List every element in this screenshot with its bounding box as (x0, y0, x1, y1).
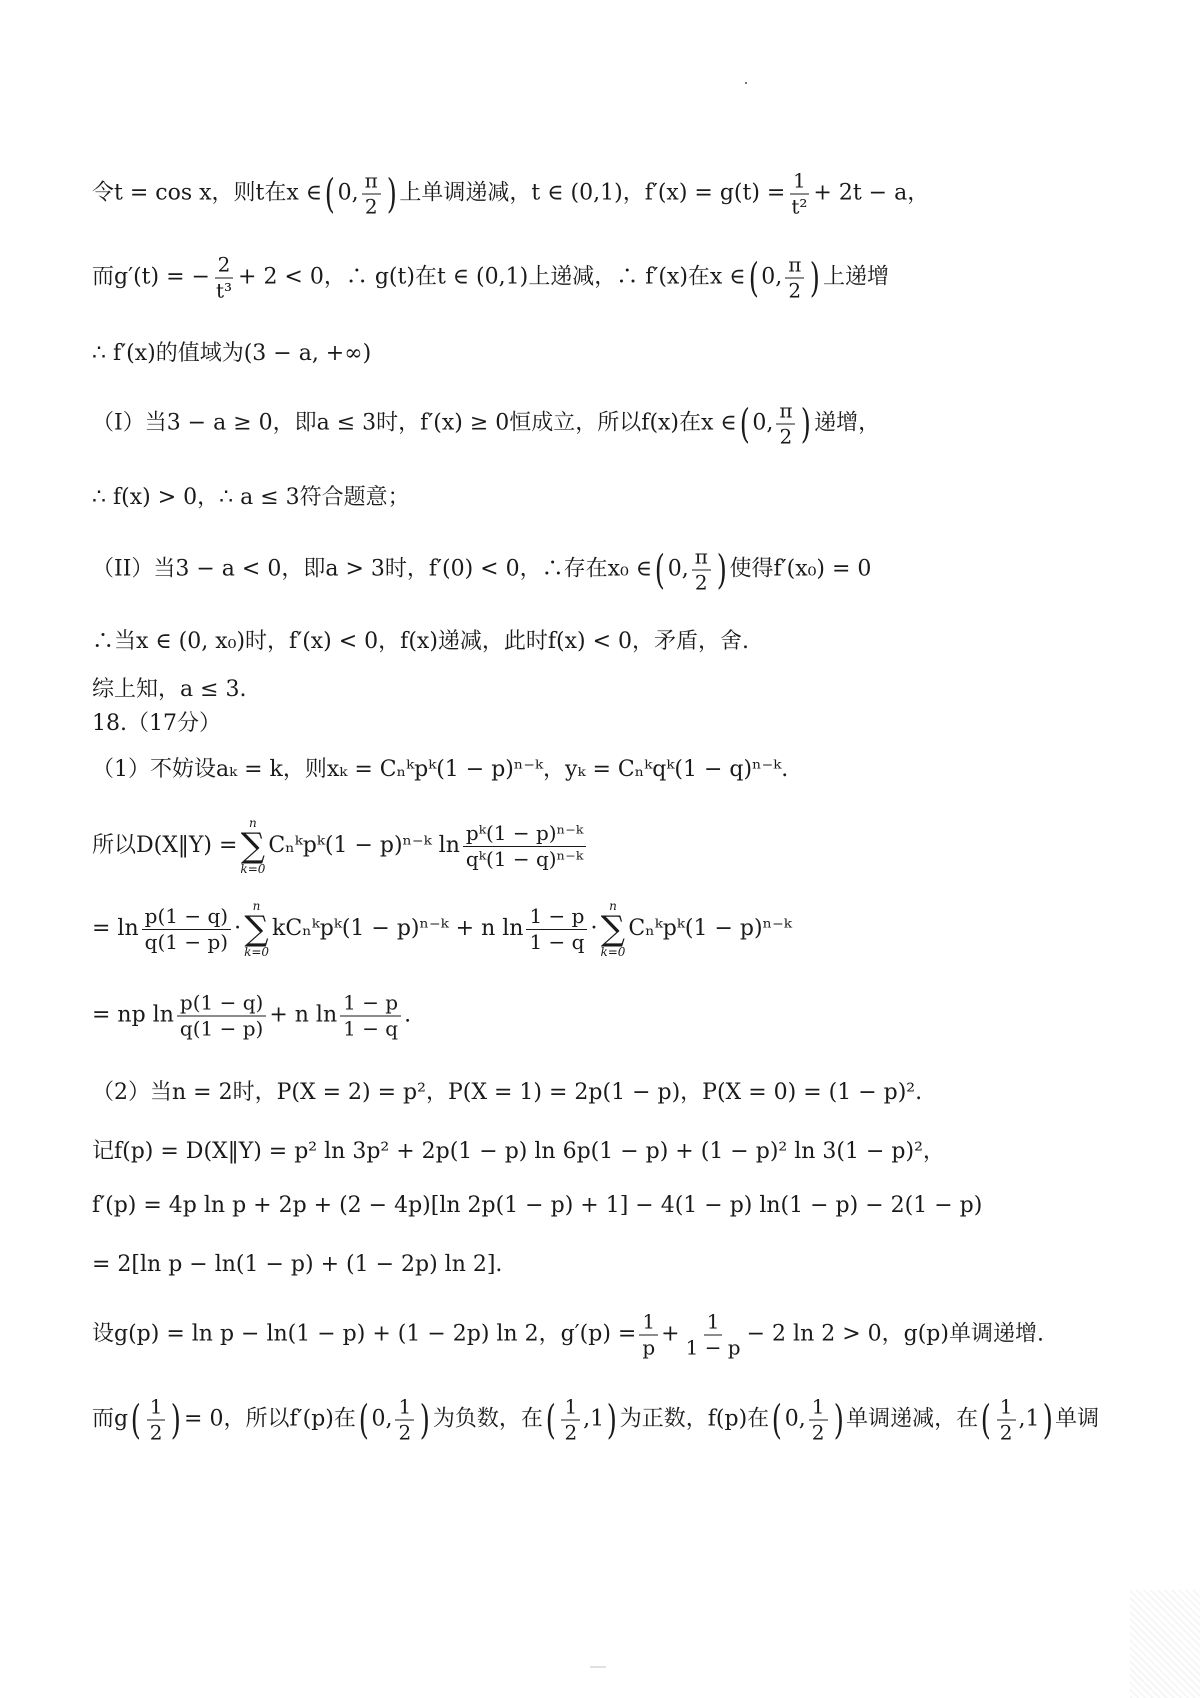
text-segment: 为负数，在 (432, 1406, 543, 1432)
text-segment: （I）当3 − a ≥ 0，即a ≤ 3时，f′(x) ≥ 0恒成立，所以f(x)在x ∈ (92, 410, 737, 436)
fraction-denominator: qᵏ(1 − q)ⁿ⁻ᵏ (465, 846, 584, 871)
text-segment: 0, (337, 180, 359, 206)
text-segment: ∴当x ∈ (0, x₀)时，f′(x) < 0，f(x)递减，此时f(x) < 0，矛盾，舍. (92, 628, 750, 654)
large-parenthesis: ( (739, 401, 750, 447)
fraction-numerator: 2 (215, 254, 234, 279)
summation (240, 817, 265, 875)
summation-lower: k=0 (240, 862, 266, 876)
fraction-numerator: π (776, 400, 795, 425)
text-segment: ,1 (1018, 1406, 1040, 1432)
text-segment: = 0，所以f′(p)在 (184, 1406, 356, 1432)
fraction (561, 1396, 580, 1445)
text-line (92, 677, 1160, 703)
large-parenthesis: ( (748, 255, 759, 301)
fraction-denominator: p (642, 1335, 656, 1360)
text-segment: （2）当n = 2时，P(X = 2) = p²，P(X = 1) = 2p(1 − p)，P(X = 0) = (1 − p)². (92, 1079, 923, 1105)
text-line (92, 757, 1160, 783)
text-segment: 0, (784, 1406, 806, 1432)
text-segment: 单调递减，在 (846, 1406, 979, 1432)
large-parenthesis: ) (1042, 1397, 1053, 1443)
text-segment: · (590, 915, 598, 941)
summation-upper: n (252, 899, 261, 913)
text-segment: ∴ f(x) > 0，∴ a ≤ 3符合题意； (92, 484, 410, 510)
fraction (526, 905, 587, 954)
text-segment: ,1 (583, 1406, 605, 1432)
fraction-numerator: π (692, 546, 711, 571)
text-segment: = np ln (92, 1002, 174, 1028)
large-parenthesis: ) (606, 1397, 618, 1443)
text-segment: . (404, 1002, 412, 1028)
summation-sign: ∑ (240, 826, 266, 866)
text-segment: （II）当3 − a < 0，即a > 3时，f′(0) < 0，∴存在x₀ ∈ (92, 556, 653, 582)
fraction-denominator: 1 − q (343, 1016, 399, 1041)
fraction-denominator: t³ (215, 278, 233, 303)
fraction-denominator: 1 − p (685, 1335, 741, 1360)
fraction-denominator: q(1 − p) (179, 1016, 264, 1041)
large-parenthesis: ( (771, 1397, 783, 1443)
large-parenthesis: ( (654, 547, 665, 593)
fraction (997, 1396, 1016, 1445)
text-line (92, 1252, 1160, 1278)
text-line (92, 992, 1160, 1041)
fraction-denominator: 2 (364, 194, 378, 219)
fraction-denominator: 2 (779, 424, 793, 449)
summation-sign: ∑ (244, 909, 269, 949)
fraction-denominator: 2 (694, 570, 708, 595)
text-segment: 综上知，a ≤ 3. (92, 676, 247, 702)
text-line (92, 1139, 1160, 1165)
text-line (92, 711, 1160, 737)
fraction-denominator: 2 (564, 1420, 578, 1445)
fraction-numerator: p(1 − q) (177, 992, 266, 1017)
text-segment: kCₙᵏpᵏ(1 − p)ⁿ⁻ᵏ + n ln (272, 915, 524, 941)
fraction-numerator: 1 (561, 1396, 580, 1421)
fraction (788, 170, 810, 219)
large-parenthesis: ) (716, 547, 727, 593)
fraction-denominator: 2 (149, 1420, 163, 1445)
text-segment: 0, (667, 556, 689, 582)
large-parenthesis: ) (171, 1397, 182, 1443)
fraction-denominator: t² (791, 194, 808, 219)
text-line (92, 629, 1160, 655)
large-parenthesis: ( (545, 1397, 556, 1443)
fraction-numerator: pᵏ(1 − p)ⁿ⁻ᵏ (463, 822, 586, 847)
text-segment: + (661, 1321, 680, 1347)
summation-lower: k=0 (244, 945, 270, 959)
text-line (92, 170, 1160, 219)
text-segment: ∴ f′(x)的值域为(3 − a, +∞) (92, 340, 372, 366)
text-segment: + 2 < 0，∴ g(t)在t ∈ (0,1)上递减，∴ f′(x)在x ∈ (238, 264, 746, 290)
fraction-numerator: 1 (704, 1311, 723, 1336)
fraction (395, 1396, 414, 1445)
fraction (463, 822, 586, 871)
large-parenthesis: ) (833, 1397, 844, 1443)
fraction-numerator: 1 (997, 1396, 1016, 1421)
text-segment: 设g(p) = ln p − ln(1 − p) + (1 − 2p) ln 2，g′(p) = (92, 1321, 637, 1347)
fraction-denominator: 2 (811, 1420, 825, 1445)
large-parenthesis: ) (419, 1397, 431, 1443)
summation (600, 900, 625, 958)
fraction (147, 1396, 166, 1445)
fraction (785, 254, 804, 303)
text-line (92, 1193, 1160, 1219)
fraction (340, 992, 401, 1041)
fraction-denominator: 2 (999, 1420, 1013, 1445)
text-line (92, 817, 1160, 875)
text-line (92, 900, 1160, 958)
text-segment: 使得f′(x₀) = 0 (729, 556, 872, 582)
text-line (92, 1396, 1160, 1445)
large-parenthesis: ( (980, 1397, 992, 1443)
text-segment: 上单调递减，t ∈ (0,1)，f′(x) = g(t) = (399, 180, 786, 206)
text-segment: = 2[ln p − ln(1 − p) + (1 − 2p) ln 2]. (92, 1251, 503, 1277)
text-segment: 0, (761, 264, 783, 290)
text-line (92, 1311, 1160, 1360)
text-segment: · (234, 915, 242, 941)
large-parenthesis: ) (801, 401, 812, 447)
fraction-numerator: 1 − p (526, 905, 587, 930)
scan-speck-bottom (590, 1666, 606, 1668)
text-segment: + n ln (269, 1002, 338, 1028)
text-segment: 0, (752, 410, 774, 436)
fraction-numerator: p(1 − q) (142, 905, 231, 930)
summation (244, 900, 269, 958)
fraction (776, 400, 795, 449)
text-segment: = ln (92, 915, 139, 941)
text-segment: 单调 (1055, 1406, 1100, 1432)
text-segment: 0, (371, 1406, 393, 1432)
summation-upper: n (249, 816, 257, 830)
large-parenthesis: ) (386, 171, 397, 217)
fraction (142, 905, 231, 954)
fraction-numerator: 1 (395, 1396, 414, 1421)
text-line (92, 546, 1160, 595)
fraction (177, 992, 266, 1041)
summation-lower: k=0 (600, 945, 626, 959)
text-line (92, 1080, 1160, 1106)
text-segment: Cₙᵏpᵏ(1 − p)ⁿ⁻ᵏ ln (268, 832, 460, 858)
fraction-numerator: 1 (809, 1396, 828, 1421)
text-segment: 所以D(X‖Y) = (92, 832, 238, 858)
text-segment: Cₙᵏpᵏ(1 − p)ⁿ⁻ᵏ (628, 915, 792, 941)
fraction (639, 1311, 658, 1360)
text-line (92, 341, 1160, 367)
fraction-denominator: 2 (788, 278, 802, 303)
summation-sign: ∑ (600, 909, 626, 949)
text-segment: 而g′(t) = − (92, 264, 210, 290)
text-segment: （1）不妨设aₖ = k，则xₖ = Cₙᵏpᵏ(1 − p)ⁿ⁻ᵏ，yₖ = Cₙᵏqᵏ(1 − q)ⁿ⁻ᵏ. (92, 756, 789, 782)
fraction-numerator: 1 (790, 170, 809, 195)
scan-speck (745, 82, 747, 84)
large-parenthesis: ( (324, 171, 335, 217)
large-parenthesis: ( (130, 1397, 141, 1443)
fraction-denominator: 2 (398, 1420, 412, 1445)
text-line (92, 254, 1160, 303)
large-parenthesis: ) (810, 255, 821, 301)
fraction (809, 1396, 828, 1445)
summation-upper: n (609, 899, 617, 913)
text-segment: 记f(p) = D(X‖Y) = p² ln 3p² + 2p(1 − p) ln 6p(1 − p) + (1 − p)² ln 3(1 − p)²， (92, 1138, 945, 1164)
text-segment: + 2t − a， (813, 180, 930, 206)
fraction (692, 546, 711, 595)
text-line (92, 400, 1160, 449)
text-segment: 上递增 (822, 264, 889, 290)
fraction (683, 1311, 744, 1360)
text-line (92, 485, 1160, 511)
fraction-numerator: 1 (147, 1396, 166, 1421)
fraction-numerator: 1 (639, 1311, 658, 1336)
fraction-denominator: q(1 − p) (144, 929, 229, 954)
text-segment: 为正数，f(p)在 (619, 1406, 770, 1432)
fraction (213, 254, 235, 303)
text-segment: − 2 ln 2 > 0，g(p)单调递增. (746, 1321, 1044, 1347)
scan-shading (1130, 1590, 1200, 1698)
fraction-denominator: 1 − q (529, 929, 585, 954)
text-segment: 递增， (814, 410, 881, 436)
text-segment: 18.（17分） (92, 710, 221, 736)
fraction-numerator: π (362, 170, 381, 195)
fraction (362, 170, 381, 219)
text-segment: 令t = cos x，则t在x ∈ (92, 180, 323, 206)
fraction-numerator: 1 − p (340, 992, 401, 1017)
large-parenthesis: ( (358, 1397, 369, 1443)
text-segment: f′(p) = 4p ln p + 2p + (2 − 4p)[ln 2p(1 − p) + 1] − 4(1 − p) ln(1 − p) − 2(1 − p) (92, 1192, 983, 1218)
text-segment: 而g (92, 1406, 129, 1432)
fraction-numerator: π (785, 254, 804, 279)
